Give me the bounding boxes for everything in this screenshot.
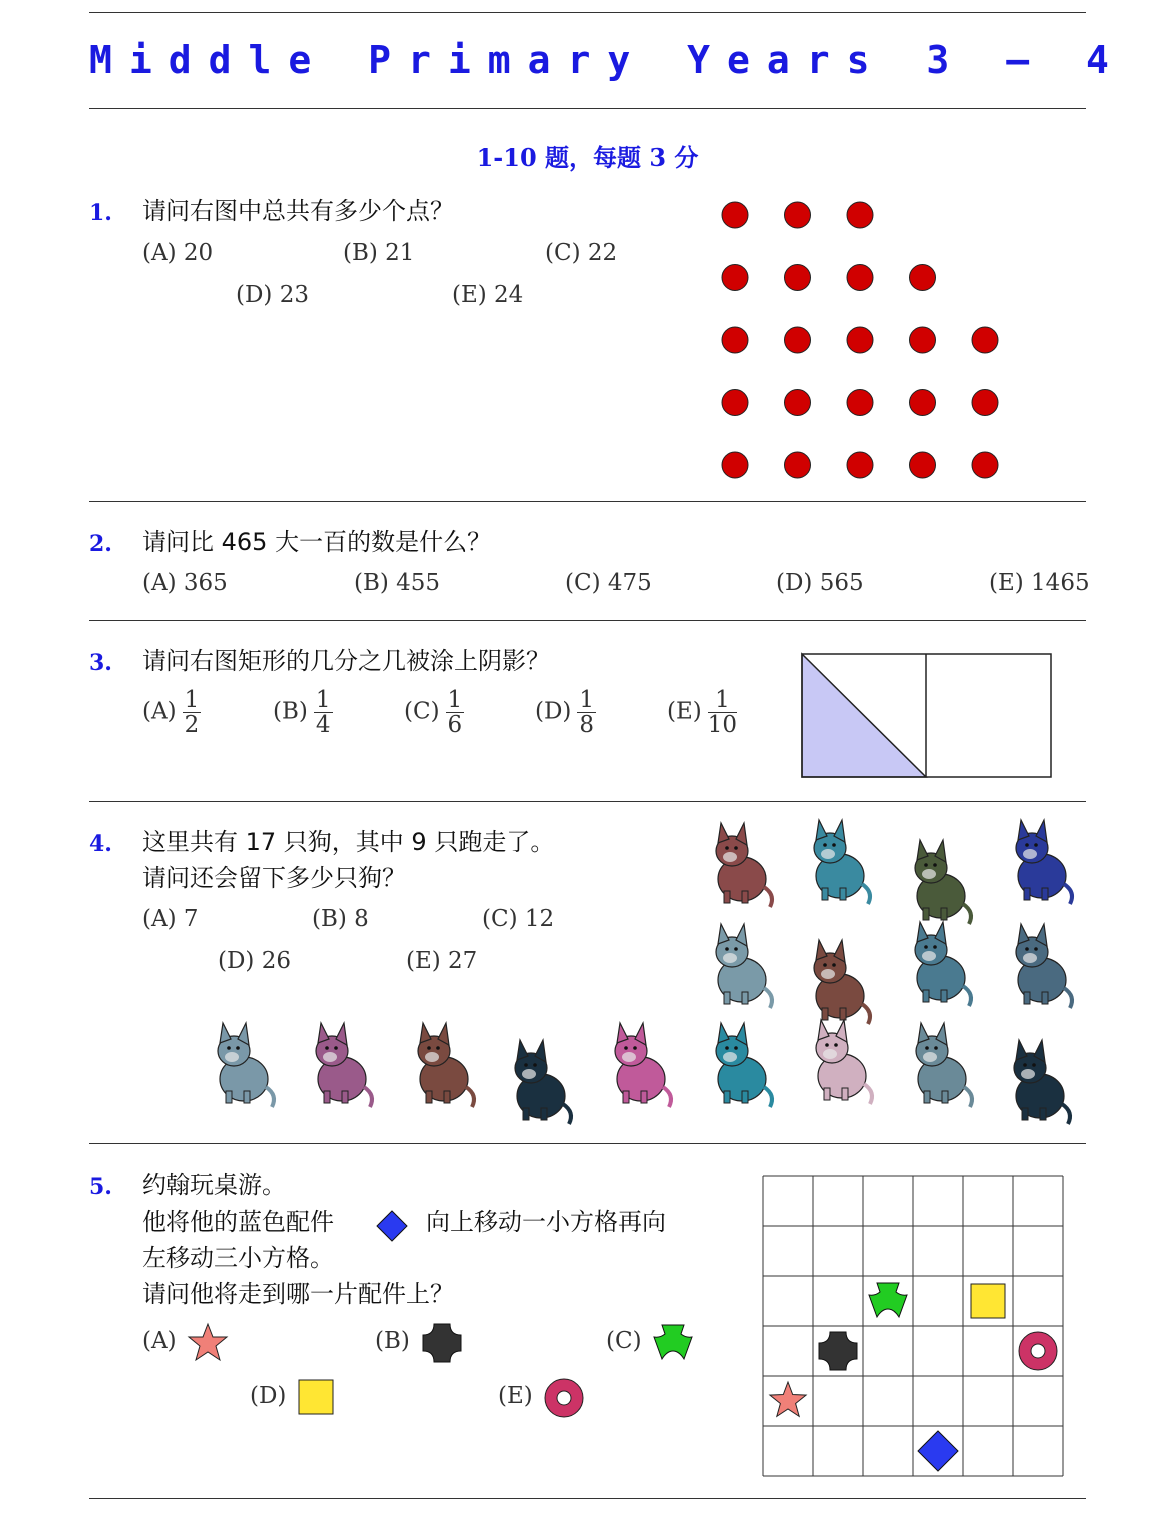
q5-game-board: [763, 1176, 1063, 1476]
fraction-denominator: 4: [315, 712, 331, 738]
q2-option-a[interactable]: (A) 365: [142, 570, 228, 596]
dog-icon: [816, 1020, 872, 1104]
q1-option-e[interactable]: (E) 24: [452, 282, 524, 308]
section-heading: 1-10 题，每题 3 分: [476, 143, 699, 172]
dog-icon: [218, 1023, 274, 1107]
q5-line3: 左移动三小方格。: [142, 1244, 334, 1272]
q3-number: 3.: [89, 650, 112, 676]
dog-icon: [316, 1023, 372, 1107]
q4-option-e[interactable]: (E) 27: [406, 948, 478, 974]
q5-option-d[interactable]: (D): [250, 1383, 287, 1409]
q4-option-a[interactable]: (A) 7: [142, 906, 199, 932]
dog-icon: [1016, 924, 1072, 1008]
blue-diamond-piece-icon: [375, 1209, 409, 1243]
q2-number: 2.: [89, 531, 112, 557]
q5-line4: 请问他将走到哪一片配件上？: [142, 1280, 454, 1308]
dog-icon: [814, 940, 870, 1024]
q3-option-a-label: (A): [142, 698, 177, 725]
dog-icon: [916, 1023, 972, 1107]
page-title: Middle Primary Years 3 – 4: [89, 38, 1126, 82]
fraction-denominator: 10: [707, 712, 738, 738]
q4-option-c[interactable]: (C) 12: [482, 906, 555, 932]
board-star-piece: [770, 1382, 806, 1416]
q2-option-e[interactable]: (E) 1465: [989, 570, 1090, 596]
q5-option-b[interactable]: (B): [375, 1328, 410, 1354]
fraction-numerator: 1: [315, 687, 331, 713]
dog-icon: [716, 924, 772, 1008]
square-piece-icon: [297, 1378, 337, 1418]
plus-piece-icon: [421, 1322, 463, 1364]
q5-number: 5.: [89, 1174, 112, 1200]
dog-icon: [1016, 820, 1072, 904]
q2-option-b[interactable]: (B) 455: [354, 570, 441, 596]
dog-icon: [915, 922, 971, 1006]
q1-option-a[interactable]: (A) 20: [142, 240, 214, 266]
q5-line1: 约翰玩桌游。: [142, 1171, 286, 1199]
fraction-denominator: 6: [447, 712, 463, 738]
q5-line2a: 他将他的蓝色配件: [142, 1208, 334, 1236]
q2-text: 请问比 465 大一百的数是什么？: [142, 528, 492, 556]
dog-icon: [716, 1023, 772, 1107]
q1-number: 1.: [89, 200, 112, 226]
fraction-numerator: 1: [708, 688, 737, 713]
q5-line2b: 向上移动一小方格再向: [426, 1208, 666, 1236]
q3-option-c-label: (C): [404, 698, 440, 725]
board-square-piece: [971, 1284, 1005, 1318]
fraction-numerator: 1: [184, 687, 200, 713]
board-green-piece: [869, 1283, 907, 1317]
fraction-denominator: 2: [184, 712, 200, 738]
q1-option-b[interactable]: (B) 21: [343, 240, 415, 266]
q4-option-b[interactable]: (B) 8: [312, 906, 369, 932]
dog-icon: [814, 820, 870, 904]
dog-icon: [1014, 1040, 1070, 1124]
board-plus-piece: [819, 1332, 857, 1370]
dog-icon: [615, 1023, 671, 1107]
board-blue-diamond-piece: [918, 1431, 958, 1471]
dog-icon: [915, 840, 971, 924]
q5-option-e[interactable]: (E): [498, 1383, 533, 1409]
q4-option-d[interactable]: (D) 26: [218, 948, 291, 974]
dog-icon: [515, 1040, 571, 1124]
q1-option-c[interactable]: (C) 22: [545, 240, 618, 266]
q3-text: 请问右图矩形的几分之几被涂上阴影？: [142, 647, 550, 675]
q1-option-d[interactable]: (D) 23: [236, 282, 309, 308]
q1-text: 请问右图中总共有多少个点？: [142, 197, 454, 225]
q4-line2: 请问还会留下多少只狗？: [142, 864, 406, 892]
q4-rule: [89, 1143, 1086, 1144]
dog-icon: [418, 1023, 474, 1107]
q5-option-c[interactable]: (C): [606, 1328, 642, 1354]
q3-option-d-label: (D): [535, 698, 572, 725]
q2-option-c[interactable]: (C) 475: [565, 570, 652, 596]
q2-option-d[interactable]: (D) 565: [776, 570, 864, 596]
fraction-numerator: 1: [579, 687, 595, 713]
board-ring-hole: [1031, 1344, 1045, 1358]
fraction-denominator: 8: [579, 712, 595, 738]
q4-line1: 这里共有 17 只狗，其中 9 只跑走了。: [142, 828, 555, 856]
q4-number: 4.: [89, 831, 112, 857]
fraction-numerator: 1: [447, 687, 463, 713]
q5-option-a[interactable]: (A): [142, 1328, 177, 1354]
q3-option-e-label: (E): [667, 698, 702, 725]
green-piece-icon: [652, 1322, 694, 1364]
ring-piece-icon: [543, 1377, 585, 1419]
star-piece-icon: [187, 1322, 229, 1362]
q3-option-b-label: (B): [273, 698, 308, 725]
dog-icon: [716, 823, 772, 907]
bottom-rule: [89, 1498, 1086, 1499]
